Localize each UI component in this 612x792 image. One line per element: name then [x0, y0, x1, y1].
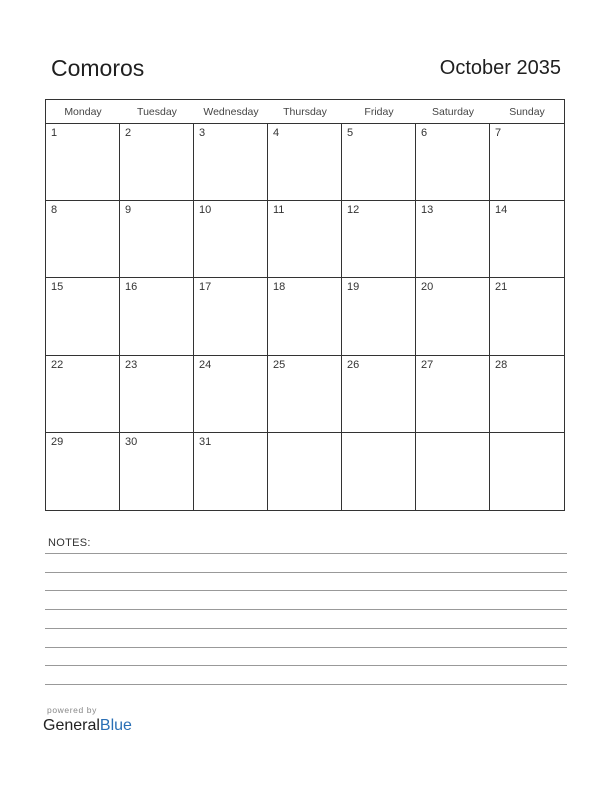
note-line — [45, 572, 567, 573]
day-number: 28 — [495, 358, 508, 371]
day-cell — [342, 201, 416, 278]
day-number: 23 — [125, 358, 138, 371]
brand-general: General — [43, 717, 100, 734]
weekday-header: Sunday — [490, 100, 564, 124]
day-cell — [268, 201, 342, 278]
weekday-header: Saturday — [416, 100, 490, 124]
day-cell — [120, 124, 194, 201]
day-number: 2 — [125, 127, 132, 139]
day-cell — [268, 433, 342, 510]
note-line — [45, 553, 567, 554]
day-number: 5 — [347, 127, 354, 139]
day-cell — [490, 278, 564, 355]
day-number: 7 — [495, 127, 502, 139]
weekday-header: Wednesday — [194, 100, 268, 124]
calendar-grid — [45, 99, 565, 511]
day-number: 13 — [421, 204, 434, 217]
day-number: 24 — [199, 358, 212, 371]
day-cell — [46, 278, 120, 355]
day-cell — [120, 433, 194, 510]
day-cell — [342, 356, 416, 433]
weekday-header: Monday — [46, 100, 120, 124]
day-cell — [194, 201, 268, 278]
day-cell — [120, 356, 194, 433]
day-number: 27 — [421, 358, 434, 371]
weekday-header: Thursday — [268, 100, 342, 124]
day-cell — [342, 433, 416, 510]
day-cell — [416, 124, 490, 201]
day-cell — [416, 433, 490, 510]
day-cell — [46, 356, 120, 433]
day-number: 15 — [51, 281, 64, 294]
day-cell — [194, 278, 268, 355]
note-line — [45, 609, 567, 610]
day-number: 1 — [51, 127, 58, 139]
day-cell — [268, 124, 342, 201]
day-cell — [490, 201, 564, 278]
note-line — [45, 590, 567, 591]
day-cell — [490, 356, 564, 433]
notes-label: NOTES: — [48, 537, 91, 549]
day-number: 6 — [421, 127, 428, 139]
country-title: Comoros — [51, 55, 145, 81]
day-number: 25 — [273, 358, 286, 371]
day-cell — [46, 433, 120, 510]
note-line — [45, 665, 567, 666]
day-cell — [194, 356, 268, 433]
day-number: 31 — [199, 435, 212, 448]
note-line — [45, 647, 567, 648]
day-number: 14 — [495, 204, 508, 217]
day-number: 12 — [347, 204, 360, 217]
day-cell — [194, 124, 268, 201]
day-number: 16 — [125, 281, 138, 294]
note-line — [45, 628, 567, 629]
day-cell — [268, 278, 342, 355]
day-cell — [194, 433, 268, 510]
day-number: 26 — [347, 358, 360, 371]
day-number: 17 — [199, 281, 212, 294]
day-cell — [416, 201, 490, 278]
day-number: 9 — [125, 204, 132, 217]
day-number: 4 — [273, 127, 280, 139]
weekday-header: Tuesday — [120, 100, 194, 124]
weekday-header: Friday — [342, 100, 416, 124]
day-number: 11 — [273, 204, 285, 217]
generalblue-logo — [43, 717, 132, 735]
day-number: 29 — [51, 435, 64, 448]
day-number: 8 — [51, 204, 58, 217]
day-cell — [416, 278, 490, 355]
day-number: 30 — [125, 435, 138, 448]
day-number: 18 — [273, 281, 286, 294]
day-cell — [490, 124, 564, 201]
day-cell — [46, 201, 120, 278]
day-cell — [120, 278, 194, 355]
day-number: 22 — [51, 358, 64, 371]
day-cell — [342, 124, 416, 201]
day-number: 21 — [495, 281, 508, 294]
day-number: 19 — [347, 281, 360, 294]
powered-by-text: powered by — [47, 705, 97, 715]
day-cell — [120, 201, 194, 278]
brand-blue: Blue — [99, 717, 132, 734]
day-number: 3 — [199, 127, 206, 139]
day-cell — [490, 433, 564, 510]
day-number: 20 — [421, 281, 434, 294]
note-line — [45, 684, 567, 685]
day-cell — [268, 356, 342, 433]
day-number: 10 — [199, 204, 212, 217]
month-year-title: October 2035 — [439, 57, 561, 79]
day-cell — [342, 278, 416, 355]
day-cell — [416, 356, 490, 433]
day-cell — [46, 124, 120, 201]
